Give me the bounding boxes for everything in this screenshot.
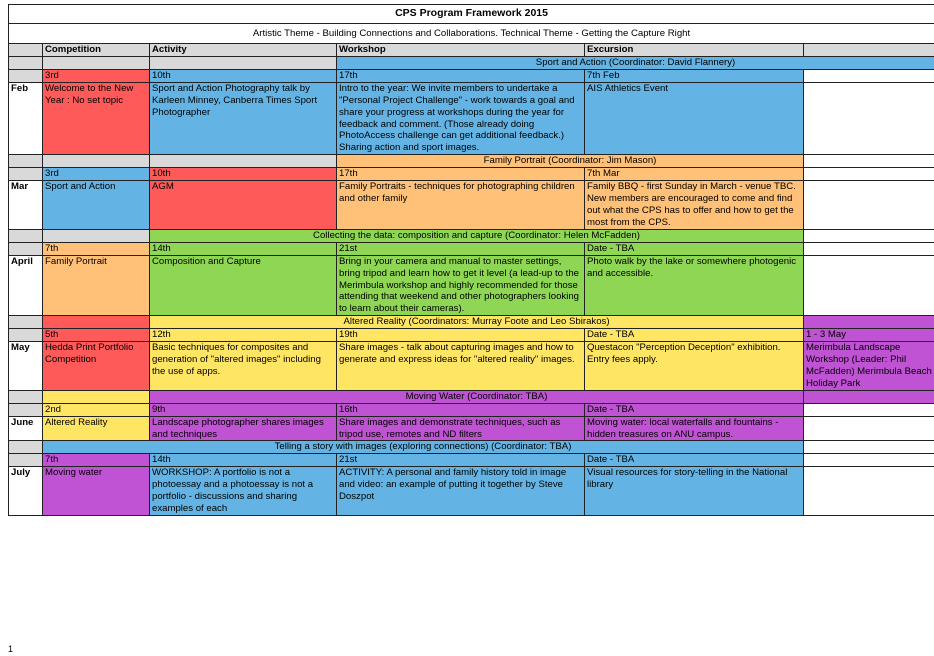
activity-date: 12th xyxy=(150,329,337,342)
excursion-date: Date - TBA xyxy=(585,329,804,342)
competition-cell: Altered Reality xyxy=(43,416,150,441)
theme-row xyxy=(9,316,934,329)
date-row xyxy=(9,242,934,255)
theme-gutter xyxy=(9,229,43,242)
excursion-date: Date - TBA xyxy=(585,242,804,255)
subtitle-row xyxy=(9,24,934,44)
theme-gutter xyxy=(9,441,43,454)
date-gutter xyxy=(9,69,43,82)
theme-row xyxy=(9,56,934,69)
activity-cell: Sport and Action Photography talk by Karleen Minney, Canberra Times Sport Photographer xyxy=(150,82,337,154)
date-row xyxy=(9,69,934,82)
competition-cell: Welcome to the New Year : No set topic xyxy=(43,82,150,154)
activity-date: 9th xyxy=(150,403,337,416)
workshop-date: 19th xyxy=(337,329,585,342)
header-competition: Competition xyxy=(43,44,150,57)
theme-gutter xyxy=(804,316,934,329)
activity-cell: WORKSHOP: A portfolio is not a photoessay and a photoessay is not a portfolio - discussions and sharing examples of each xyxy=(150,467,337,516)
theme-gutter xyxy=(804,229,934,242)
extra-cell xyxy=(804,82,934,154)
header-month-blank xyxy=(9,44,43,57)
extra-date xyxy=(804,403,934,416)
date-gutter xyxy=(9,242,43,255)
competition-date: 3rd xyxy=(43,168,150,181)
program-table xyxy=(8,4,934,516)
workshop-date: 16th xyxy=(337,403,585,416)
competition-date: 7th xyxy=(43,242,150,255)
theme-gutter xyxy=(9,155,43,168)
competition-cell: Hedda Print Portfolio Competition xyxy=(43,342,150,391)
page-number: 1 xyxy=(8,644,14,654)
theme-gutter xyxy=(43,155,150,168)
competition-cell: Moving water xyxy=(43,467,150,516)
theme-gutter xyxy=(150,56,337,69)
title-row xyxy=(9,5,934,24)
theme-gutter xyxy=(9,56,43,69)
month-label: Feb xyxy=(9,82,43,154)
header-workshop: Workshop xyxy=(337,44,585,57)
competition-date: 5th xyxy=(43,329,150,342)
theme-gutter xyxy=(9,316,43,329)
workshop-date: 21st xyxy=(337,242,585,255)
theme-band: Telling a story with images (exploring connections) (Coordinator: TBA) xyxy=(43,441,804,454)
theme-row xyxy=(9,390,934,403)
excursion-date: Date - TBA xyxy=(585,403,804,416)
month-label: Mar xyxy=(9,181,43,230)
content-row xyxy=(9,181,934,230)
theme-gutter xyxy=(804,155,934,168)
month-label: July xyxy=(9,467,43,516)
theme-gutter xyxy=(804,390,934,403)
activity-date: 14th xyxy=(150,454,337,467)
extra-date xyxy=(804,168,934,181)
workshop-cell: ACTIVITY: A personal and family history told in image and video: an example of putting it together by Steve Doszpot xyxy=(337,467,585,516)
excursion-cell: Moving water: local waterfalls and fountains - hidden treasures on ANU campus. xyxy=(585,416,804,441)
activity-date: 10th xyxy=(150,69,337,82)
workshop-cell: Share images - talk about capturing images and how to generate and express ideas for "altered reality" images. xyxy=(337,342,585,391)
header-activity: Activity xyxy=(150,44,337,57)
extra-date: 1 - 3 May xyxy=(804,329,934,342)
extra-date xyxy=(804,454,934,467)
workshop-date: 17th xyxy=(337,168,585,181)
extra-cell xyxy=(804,416,934,441)
workshop-cell: Bring in your camera and manual to master settings, bring tripod and learn how to get it level (a lead-up to the Merimbula workshop and highly recommended for those attending that weekend and other photographers looking to learn about their cameras). xyxy=(337,255,585,316)
theme-gutter xyxy=(9,390,43,403)
page-title: CPS Program Framework 2015 xyxy=(9,5,934,24)
theme-gutter xyxy=(804,441,934,454)
excursion-cell: Questacon "Perception Deception" exhibition. Entry fees apply. xyxy=(585,342,804,391)
workshop-cell: Share images and demonstrate techniques, such as tripod use, remotes and ND filters xyxy=(337,416,585,441)
workshop-cell: Intro to the year: We invite members to undertake a "Personal Project Challenge" - work towards a goal and share your progress at workshops during the year for feedback and comment. (Those already doing PhotoAccess challenge can get additional feedback.) Sharing action and sport images. xyxy=(337,82,585,154)
theme-band: Sport and Action (Coordinator: David Flannery) xyxy=(337,56,934,69)
date-row xyxy=(9,329,934,342)
excursion-cell: Photo walk by the lake or somewhere photogenic and accessible. xyxy=(585,255,804,316)
activity-cell: Composition and Capture xyxy=(150,255,337,316)
date-row xyxy=(9,403,934,416)
content-row xyxy=(9,82,934,154)
extra-cell xyxy=(804,181,934,230)
theme-gutter xyxy=(150,155,337,168)
header-extra-blank xyxy=(804,44,934,57)
theme-gutter xyxy=(43,229,150,242)
theme-row xyxy=(9,229,934,242)
header-excursion: Excursion xyxy=(585,44,804,57)
theme-band: Moving Water (Coordinator: TBA) xyxy=(150,390,804,403)
competition-cell: Sport and Action xyxy=(43,181,150,230)
month-label: June xyxy=(9,416,43,441)
activity-date: 10th xyxy=(150,168,337,181)
theme-row xyxy=(9,155,934,168)
activity-cell: Landscape photographer shares images and techniques xyxy=(150,416,337,441)
date-gutter xyxy=(9,454,43,467)
competition-date: 7th xyxy=(43,454,150,467)
excursion-cell: AIS Athletics Event xyxy=(585,82,804,154)
excursion-cell: Visual resources for story-telling in the National library xyxy=(585,467,804,516)
activity-cell: AGM xyxy=(150,181,337,230)
excursion-date: 7th Feb xyxy=(585,69,804,82)
activity-cell: Basic techniques for composites and generation of "altered images" including the use of apps. xyxy=(150,342,337,391)
extra-cell: Merimbula Landscape Workshop (Leader: Phil McFadden) Merimbula Beach Holiday Park xyxy=(804,342,934,391)
extra-cell xyxy=(804,467,934,516)
theme-gutter xyxy=(43,390,150,403)
competition-date: 3rd xyxy=(43,69,150,82)
extra-date xyxy=(804,242,934,255)
content-row xyxy=(9,342,934,391)
date-gutter xyxy=(9,168,43,181)
content-row xyxy=(9,467,934,516)
theme-row xyxy=(9,441,934,454)
excursion-date: 7th Mar xyxy=(585,168,804,181)
content-row xyxy=(9,416,934,441)
theme-gutter xyxy=(43,56,150,69)
month-label: May xyxy=(9,342,43,391)
date-row xyxy=(9,168,934,181)
theme-band: Family Portrait (Coordinator: Jim Mason) xyxy=(337,155,804,168)
theme-band: Altered Reality (Coordinators: Murray Foote and Leo Sbirakos) xyxy=(150,316,804,329)
excursion-cell: Family BBQ - first Sunday in March - venue TBC. New members are encouraged to come and find out what the CPS has to offer and how to get the most from the CPS. xyxy=(585,181,804,230)
theme-band: Collecting the data: composition and capture (Coordinator: Helen McFadden) xyxy=(150,229,804,242)
workshop-date: 17th xyxy=(337,69,585,82)
excursion-date: Date - TBA xyxy=(585,454,804,467)
theme-gutter xyxy=(43,316,150,329)
extra-cell xyxy=(804,255,934,316)
workshop-cell: Family Portraits - techniques for photographing children and other family xyxy=(337,181,585,230)
page-subtitle: Artistic Theme - Building Connections and Collaborations. Technical Theme - Getting the Capture Right xyxy=(9,24,934,44)
header-row xyxy=(9,44,934,57)
date-gutter xyxy=(9,329,43,342)
competition-date: 2nd xyxy=(43,403,150,416)
activity-date: 14th xyxy=(150,242,337,255)
workshop-date: 21st xyxy=(337,454,585,467)
date-row xyxy=(9,454,934,467)
month-label: April xyxy=(9,255,43,316)
extra-date xyxy=(804,69,934,82)
date-gutter xyxy=(9,403,43,416)
competition-cell: Family Portrait xyxy=(43,255,150,316)
content-row xyxy=(9,255,934,316)
